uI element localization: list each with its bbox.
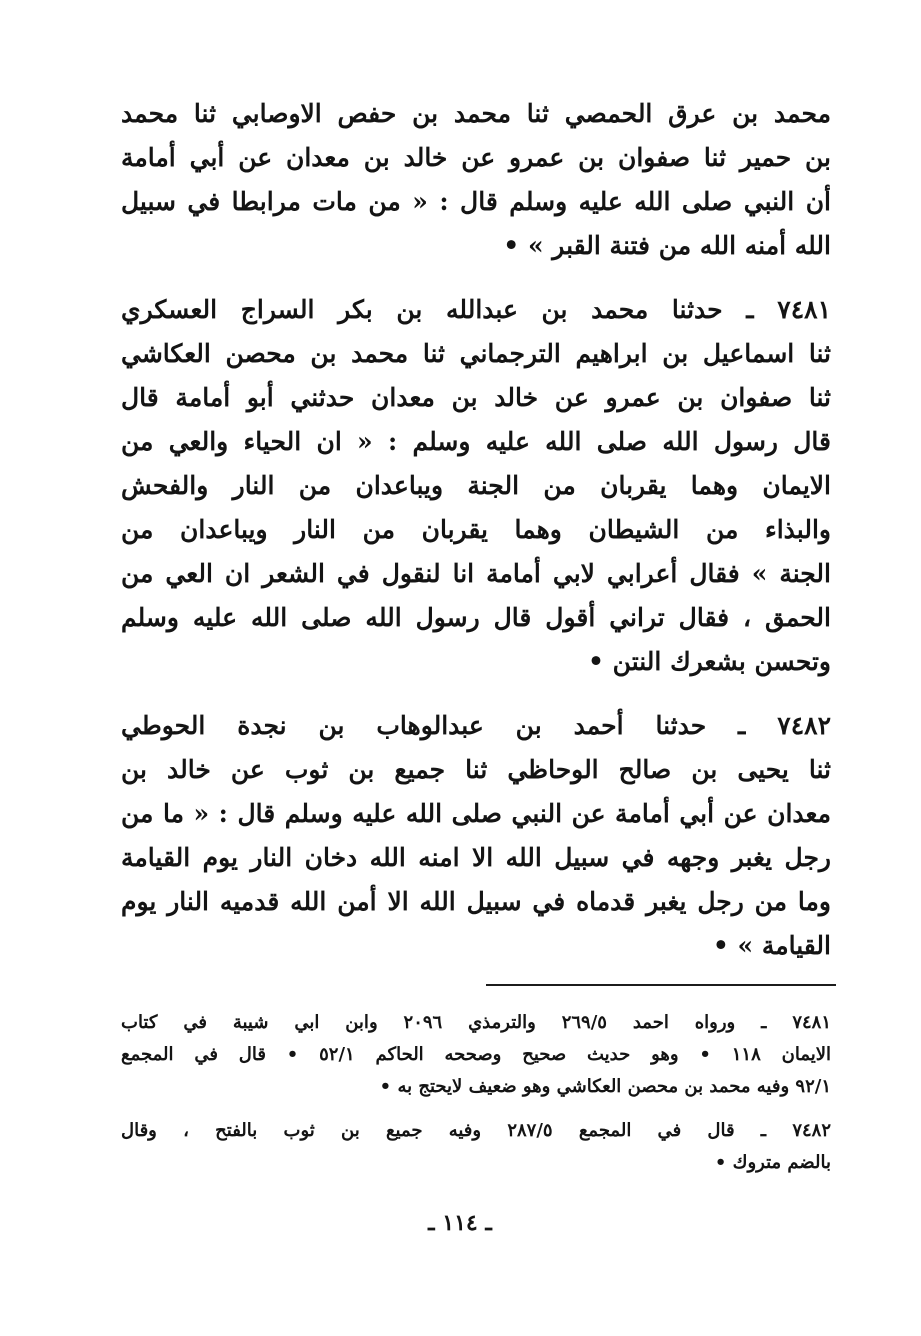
text-line: ثنا اسماعيل بن ابراهيم الترجماني ثنا محمد بن محصن العكاشي xyxy=(121,339,831,368)
text-line: وما من رجل يغبر قدماه في سبيل الله الا أمن الله قدميه النار يوم xyxy=(121,887,831,916)
text-line: قال رسول الله صلى الله عليه وسلم : « ان الحياء والعي من xyxy=(121,427,831,456)
text-line: رجل يغبر وجهه في سبيل الله الا امنه الله دخان النار يوم القيامة xyxy=(121,843,831,872)
text-line: ثنا صفوان بن عمرو عن خالد بن معدان حدثني أبو أمامة قال xyxy=(121,383,831,412)
text-line: الحمق ، فقال تراني أقول قال رسول الله صلى الله عليه وسلم xyxy=(121,603,831,632)
text-line: ٧٤٨٢ ـ حدثنا أحمد بن عبدالوهاب بن نجدة الحوطي xyxy=(121,711,831,740)
page-number: ـ ١١٤ ـ xyxy=(428,1210,492,1236)
text-line: ثنا يحيى بن صالح الوحاظي ثنا جميع بن ثوب عن خالد بن xyxy=(121,755,831,784)
text-line: ٧٤٨١ ـ حدثنا محمد بن عبدالله بن بكر السراج العسكري xyxy=(121,295,831,324)
text-line: والبذاء من الشيطان وهما يقربان من النار ويباعدان من xyxy=(121,515,831,544)
text-line: أن النبي صلى الله عليه وسلم قال : « من مات مرابطا في سبيل xyxy=(121,187,831,216)
text-line: بن حمير ثنا صفوان بن عمرو عن خالد بن معدان عن أبي أمامة xyxy=(121,143,831,172)
text-line: محمد بن عرق الحمصي ثنا محمد بن حفص الاوصابي ثنا محمد xyxy=(121,99,831,128)
footnote-line: ٩٢/١ وفيه محمد بن محصن العكاشي وهو ضعيف لايحتج به • xyxy=(379,1076,831,1097)
text-line: الايمان وهما يقربان من الجنة ويباعدان من النار والفحش xyxy=(121,471,831,500)
footnote-line: بالضم متروك • xyxy=(714,1152,831,1173)
text-line: معدان عن أبي أمامة عن النبي صلى الله عليه وسلم قال : « ما من xyxy=(121,799,831,828)
text-line: القيامة » • xyxy=(712,931,831,960)
footnote-line: الايمان ١١٨ • وهو حديث صحيح وصححه الحاكم ٥٢/١ • قال في المجمع xyxy=(121,1044,832,1065)
text-line: الجنة » فقال أعرابي لابي أمامة انا لنقول في الشعر ان العي من xyxy=(121,559,831,588)
footnote-line: ٧٤٨٢ ـ قال في المجمع ٢٨٧/٥ وفيه جميع بن ثوب بالفتح ، وقال xyxy=(121,1120,831,1141)
text-line: الله أمنه الله من فتنة القبر » • xyxy=(503,231,831,260)
text-line: وتحسن بشعرك النتن • xyxy=(588,647,831,676)
footnote-line: ٧٤٨١ ـ ورواه احمد ٢٦٩/٥ والترمذي ٢٠٩٦ وابن ابي شيبة في كتاب xyxy=(121,1012,831,1033)
footnote-separator xyxy=(486,984,836,986)
